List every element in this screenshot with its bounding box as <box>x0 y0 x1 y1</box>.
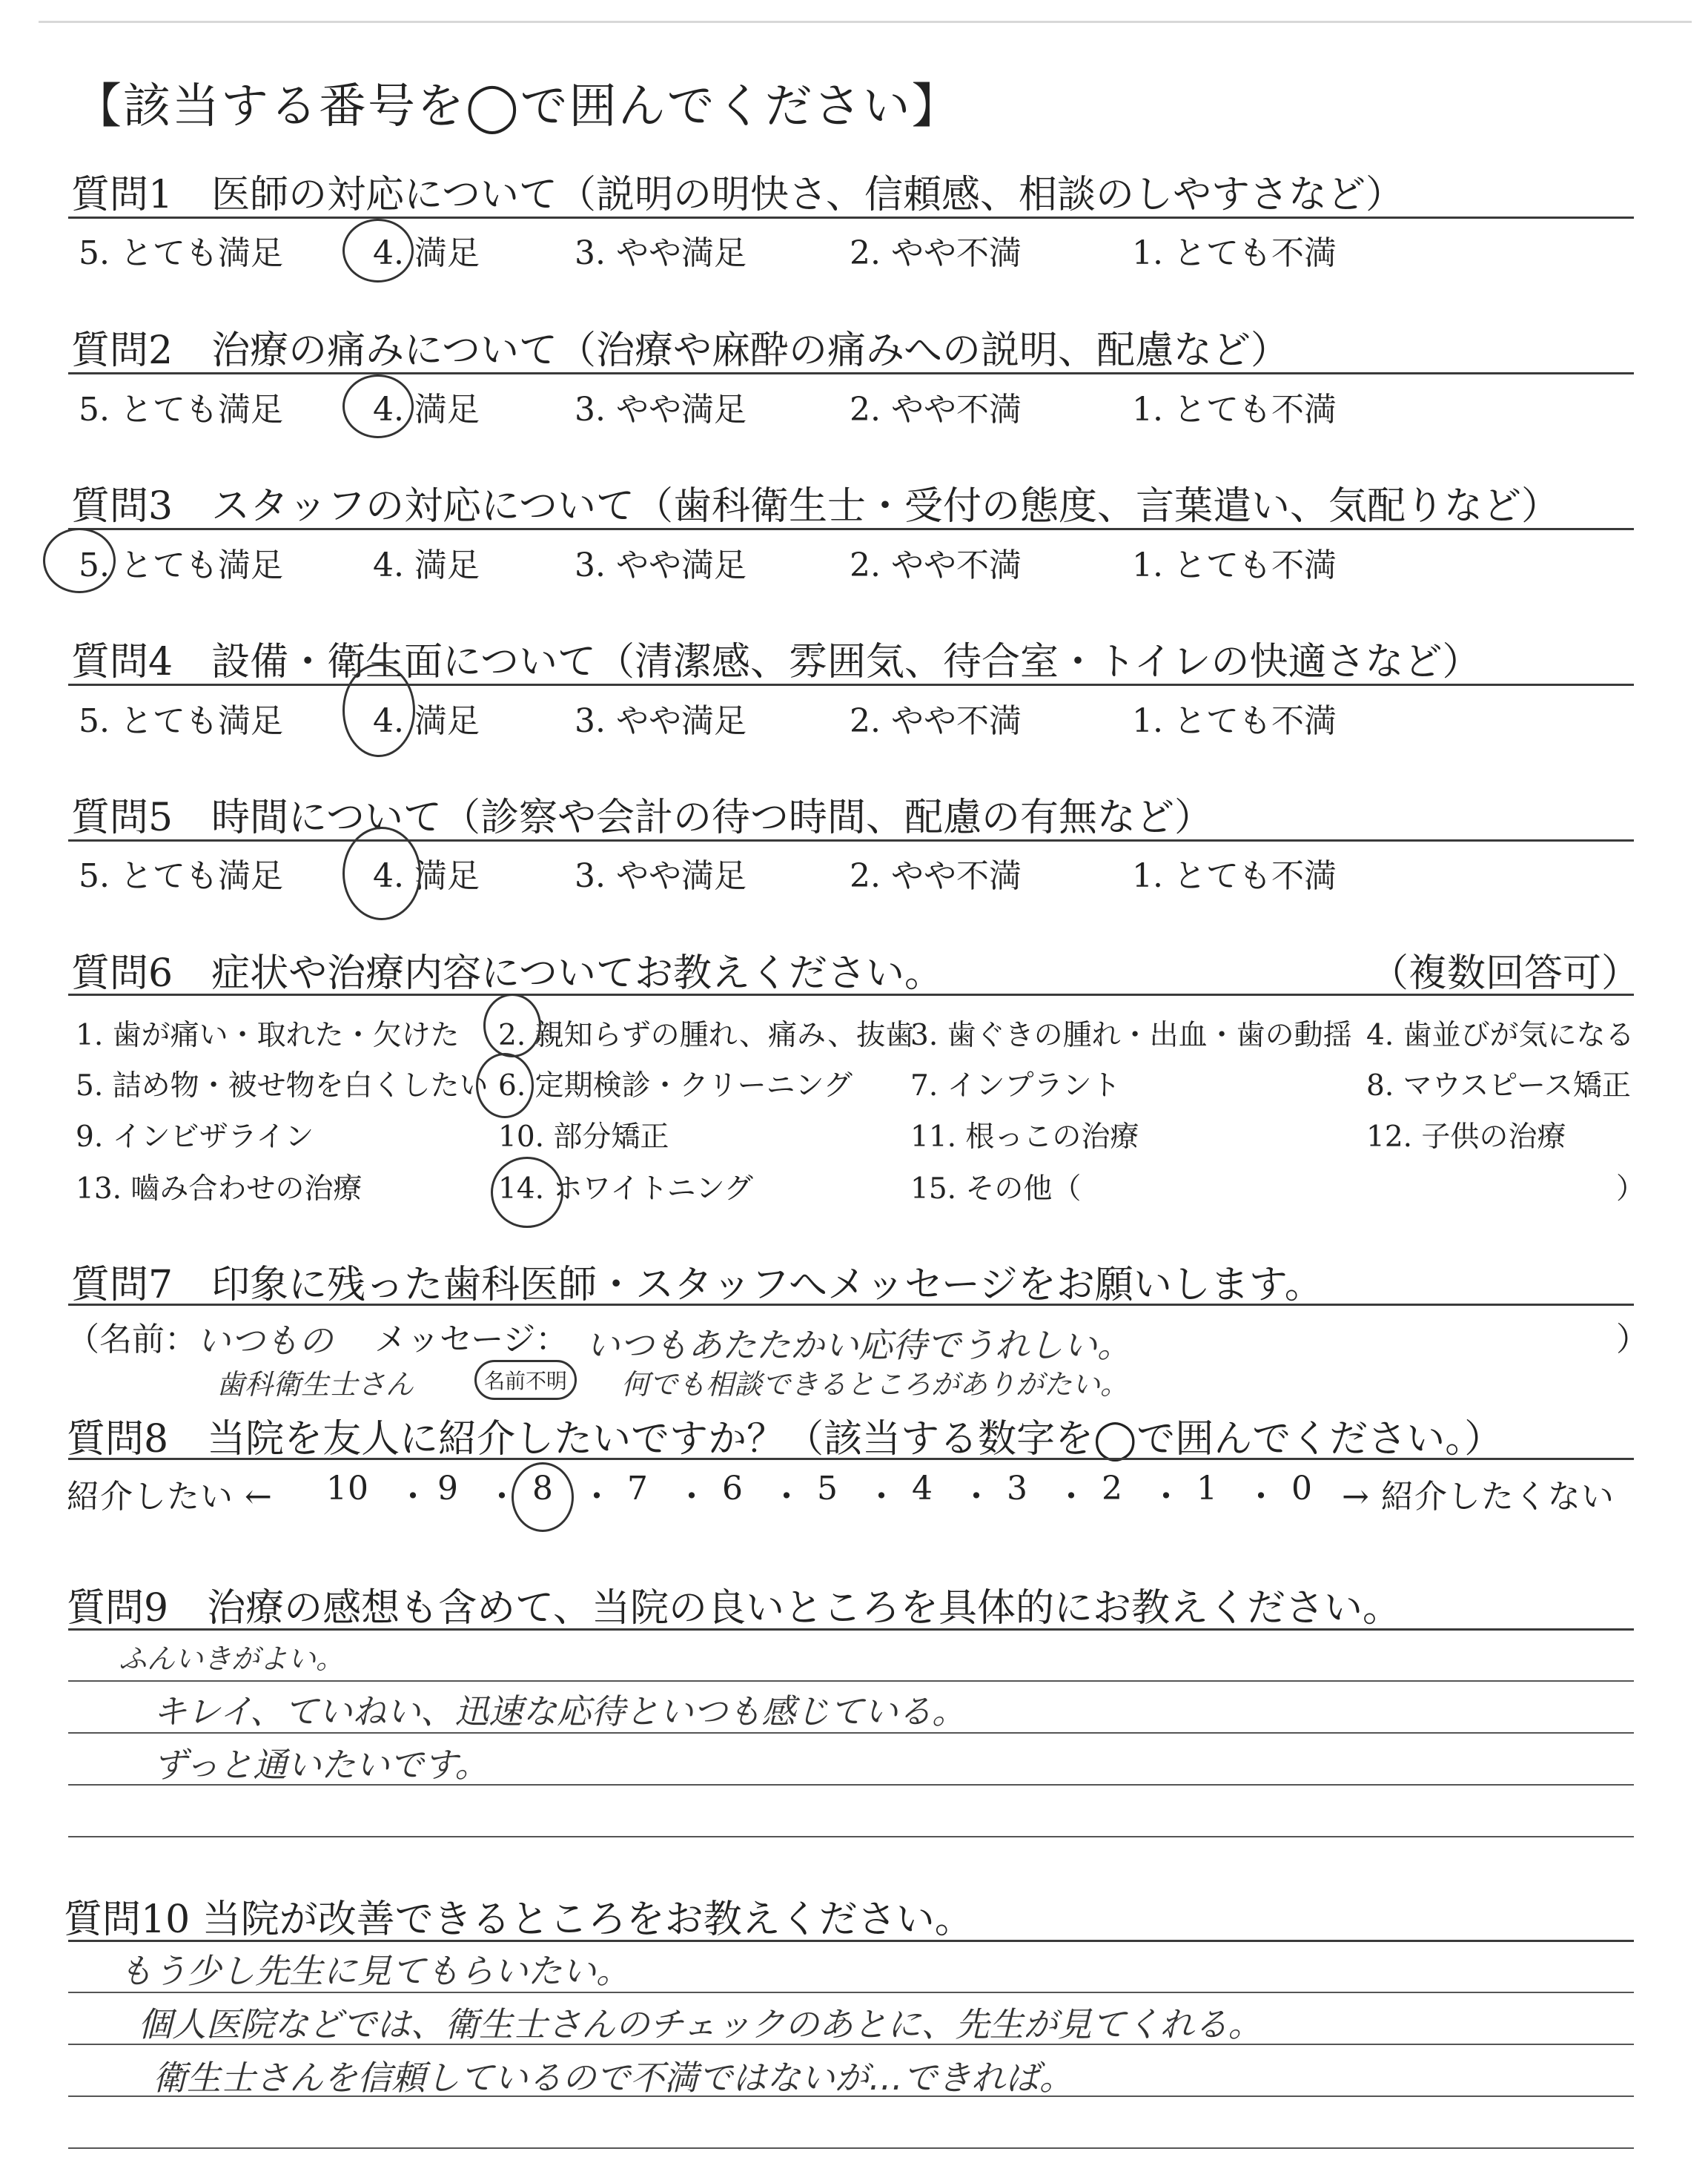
page-title: 【該当する番号を◯で囲んでください】 <box>74 79 961 134</box>
q7-name-label: （名前： <box>67 1321 197 1358</box>
q8-dot: ・ <box>675 1478 709 1516</box>
q3-option-1[interactable]: 1. とても不満 <box>1132 546 1337 584</box>
q3-option-4[interactable]: 4. 満足 <box>373 546 480 584</box>
q8-dot: ・ <box>865 1478 898 1516</box>
q4-option-3[interactable]: 3. やや満足 <box>575 702 747 740</box>
q1-rule <box>68 217 1634 219</box>
q5-option-5[interactable]: 5. とても満足 <box>79 857 283 895</box>
q5-option-4[interactable]: 4. 満足 <box>373 857 480 895</box>
q1-option-4[interactable]: 4. 満足 <box>373 234 480 272</box>
q3-option-2[interactable]: 2. やや不満 <box>850 546 1022 584</box>
q6-option-1[interactable]: 1. 歯が痛い・取れた・欠けた <box>76 1019 460 1052</box>
q6-note: （複数回答可） <box>1370 951 1641 996</box>
q7-rule <box>68 1304 1634 1306</box>
q4-selection-circle <box>342 664 415 757</box>
q4-heading: 質問4 設備・衛生面について（清潔感、雰囲気、待合室・トイレの快適さなど） <box>71 640 1481 684</box>
q8-dot: ・ <box>486 1478 519 1516</box>
q1-option-2[interactable]: 2. やや不満 <box>850 234 1022 272</box>
q9-answer-line-3: ずっと通いたいです。 <box>153 1745 489 1785</box>
q9-line <box>68 1836 1634 1837</box>
q3-option-5[interactable]: 5. とても満足 <box>79 546 283 584</box>
q7-close-paren: ） <box>1616 1321 1649 1358</box>
q2-rule <box>68 372 1634 374</box>
q5-rule <box>68 839 1634 842</box>
q2-selection-circle <box>342 374 414 438</box>
q6-heading: 質問6 症状や治療内容についてお教えください。 <box>71 951 944 996</box>
q8-scale-8[interactable]: 8 <box>532 1470 554 1507</box>
q8-left-label: 紹介したい ← <box>67 1478 273 1516</box>
q6-other-close-paren: ） <box>1616 1172 1646 1206</box>
q6-option-15[interactable]: 15. その他（ <box>910 1172 1082 1206</box>
q7-message-line-1: いつもあたたかい応待でうれしい。 <box>586 1325 1131 1365</box>
q4-option-5[interactable]: 5. とても満足 <box>79 702 283 740</box>
q6-selection-circle-2 <box>483 994 541 1057</box>
q10-heading: 質問10 当院が改善できるところをお教えください。 <box>64 1898 973 1942</box>
q9-answer-line-1: ふんいきがよい。 <box>119 1642 345 1675</box>
q9-heading: 質問9 治療の感想も含めて、当院の良いところを具体的にお教えください。 <box>67 1586 1402 1631</box>
q3-heading: 質問3 スタッフの対応について（歯科衛生士・受付の態度、言葉遣い、気配りなど） <box>71 484 1560 529</box>
q3-selection-circle <box>43 528 116 593</box>
q6-option-13[interactable]: 13. 嚙み合わせの治療 <box>76 1172 363 1206</box>
q8-heading: 質問8 当院を友人に紹介したいですか？（該当する数字を◯で囲んでください。） <box>67 1417 1503 1462</box>
q8-scale-4[interactable]: 4 <box>912 1470 933 1507</box>
q8-dot: ・ <box>397 1478 430 1516</box>
q8-scale-7[interactable]: 7 <box>627 1470 649 1507</box>
q4-option-4[interactable]: 4. 満足 <box>373 702 480 740</box>
q9-answer-line-2: キレイ、ていねい、迅速な応待といつも感じている。 <box>153 1691 967 1731</box>
q5-heading: 質問5 時間について（診察や会計の待つ時間、配慮の有無など） <box>71 796 1214 840</box>
q1-heading: 質問1 医師の対応について（説明の明快さ、信頼感、相談のしやすさなど） <box>71 173 1404 217</box>
q7-stamp: 名前不明 <box>474 1360 577 1400</box>
q8-dot: ・ <box>1245 1478 1278 1516</box>
q8-scale-5[interactable]: 5 <box>817 1470 838 1507</box>
q6-option-11[interactable]: 11. 根っこの治療 <box>910 1120 1139 1154</box>
q8-dot: ・ <box>1055 1478 1088 1516</box>
q8-rule <box>68 1458 1634 1460</box>
q8-dot: ・ <box>580 1478 614 1516</box>
q10-answer-line-3: 衛生士さんを信頼しているので不満ではないが…できれば。 <box>153 2058 1073 2098</box>
q6-option-12[interactable]: 12. 子供の治療 <box>1366 1120 1566 1154</box>
q8-dot: ・ <box>770 1478 804 1516</box>
q6-option-10[interactable]: 10. 部分矯正 <box>498 1120 669 1154</box>
q6-option-3[interactable]: 3. 歯ぐきの腫れ・出血・歯の動揺 <box>910 1019 1352 1052</box>
q2-option-5[interactable]: 5. とても満足 <box>79 391 283 429</box>
q6-option-5[interactable]: 5. 詰め物・被せ物を白くしたい <box>76 1069 489 1103</box>
q8-dot: ・ <box>960 1478 993 1516</box>
q1-option-1[interactable]: 1. とても不満 <box>1132 234 1337 272</box>
q6-rule <box>68 994 1634 996</box>
q1-selection-circle <box>342 219 414 283</box>
q6-option-2[interactable]: 2. 親知らずの腫れ、痛み、抜歯 <box>498 1019 915 1052</box>
q5-option-1[interactable]: 1. とても不満 <box>1132 857 1337 895</box>
q8-scale-10[interactable]: 10 <box>326 1470 369 1507</box>
q6-option-4[interactable]: 4. 歯並びが気になる <box>1366 1019 1635 1052</box>
q4-option-1[interactable]: 1. とても不満 <box>1132 702 1337 740</box>
q10-line <box>68 2147 1634 2149</box>
q5-selection-circle <box>342 827 421 920</box>
q10-answer-line-1: もう少し先生に見てもらいたい。 <box>119 1951 630 1991</box>
q2-option-4[interactable]: 4. 満足 <box>373 391 480 429</box>
q6-option-9[interactable]: 9. インビザライン <box>76 1120 314 1154</box>
q7-message-label: メッセージ： <box>374 1321 569 1358</box>
q10-answer-line-2: 個人医院などでは、衛生士さんのチェックのあとに、先生が見てくれる。 <box>138 2004 1262 2044</box>
q9-line <box>68 1680 1634 1682</box>
q8-scale-6[interactable]: 6 <box>722 1470 744 1507</box>
q5-option-3[interactable]: 3. やや満足 <box>575 857 747 895</box>
q8-selection-circle <box>512 1462 574 1532</box>
q6-option-14[interactable]: 14. ホワイトニング <box>498 1172 753 1206</box>
q6-option-6[interactable]: 6. 定期検診・クリーニング <box>498 1069 853 1103</box>
q6-option-8[interactable]: 8. マウスピース矯正 <box>1366 1069 1631 1103</box>
q8-scale-9[interactable]: 9 <box>437 1470 459 1507</box>
q2-option-2[interactable]: 2. やや不満 <box>850 391 1022 429</box>
q3-option-3[interactable]: 3. やや満足 <box>575 546 747 584</box>
q7-name-line-1: いつもの <box>196 1321 333 1361</box>
q5-option-2[interactable]: 2. やや不満 <box>850 857 1022 895</box>
q8-scale-2[interactable]: 2 <box>1102 1470 1123 1507</box>
q8-scale-3[interactable]: 3 <box>1007 1470 1028 1507</box>
q3-rule <box>68 528 1634 530</box>
q1-option-3[interactable]: 3. やや満足 <box>575 234 747 272</box>
q10-rule <box>68 1940 1634 1942</box>
top-border <box>39 21 1692 23</box>
q6-option-7[interactable]: 7. インプラント <box>910 1069 1121 1103</box>
q7-name-line-2: 歯科衛生士さん <box>216 1368 414 1401</box>
q4-option-2[interactable]: 2. やや不満 <box>850 702 1022 740</box>
q2-option-1[interactable]: 1. とても不満 <box>1132 391 1337 429</box>
q2-option-3[interactable]: 3. やや満足 <box>575 391 747 429</box>
q8-scale-1[interactable]: 1 <box>1196 1470 1218 1507</box>
q8-dot: ・ <box>1150 1478 1183 1516</box>
q2-heading: 質問2 治療の痛みについて（治療や麻酔の痛みへの説明、配慮など） <box>71 328 1290 373</box>
q9-rule <box>68 1628 1634 1631</box>
q1-option-5[interactable]: 5. とても満足 <box>79 234 283 272</box>
q8-right-label: → 紹介したくない <box>1342 1478 1615 1516</box>
q7-heading: 質問7 印象に残った歯科医師・スタッフへメッセージをお願いします。 <box>71 1263 1323 1307</box>
q4-rule <box>68 684 1634 686</box>
q8-scale-0[interactable]: 0 <box>1291 1470 1313 1507</box>
q6-selection-circle-6 <box>476 1053 534 1118</box>
q6-selection-circle-14 <box>491 1157 563 1228</box>
q7-message-line-2: 何でも相談できるところがありがたい。 <box>621 1368 1129 1401</box>
